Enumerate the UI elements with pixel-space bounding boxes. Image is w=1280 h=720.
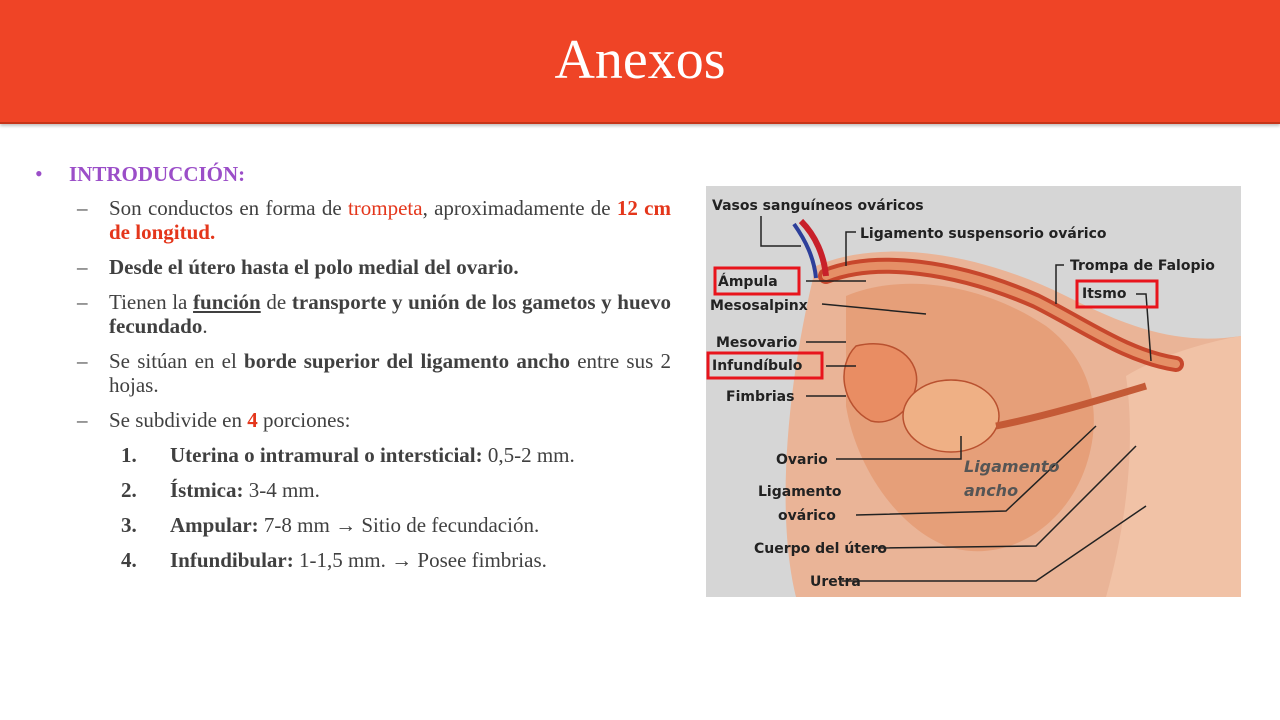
label-mesovario: Mesovario xyxy=(716,335,798,351)
portion-detail: 3-4 mm. xyxy=(243,478,320,502)
text-run: entre sus 2 hojas. xyxy=(109,349,671,397)
label-mesosalpinx: Mesosalpinx xyxy=(710,298,808,314)
text-run: porciones: xyxy=(257,408,351,432)
anatomy-illustration xyxy=(706,186,1241,597)
dash-icon: – xyxy=(77,196,88,220)
portion-1 xyxy=(35,443,671,467)
label-cuerpo-utero: Cuerpo del útero xyxy=(754,541,888,557)
length-text: 12 cm de longitud. xyxy=(109,196,671,244)
label-uretra: Uretra xyxy=(810,574,861,590)
trompeta-text: trompeta xyxy=(347,196,423,220)
slide-title: Anexos xyxy=(554,29,726,91)
label-itsmo: Itsmo xyxy=(1082,286,1127,302)
label-infundibulo: Infundíbulo xyxy=(712,358,803,374)
title-bar xyxy=(0,0,1280,124)
dash-icon: – xyxy=(77,408,88,432)
text-run: Se subdivide en xyxy=(109,408,248,432)
text-run: . xyxy=(202,314,208,338)
label-ligamento-ancho-2: ancho xyxy=(964,481,1019,500)
text-run: de xyxy=(260,290,292,314)
portion-detail: 1-1,5 mm. xyxy=(293,548,392,572)
arrow-icon: → xyxy=(391,548,413,572)
portion-number: 3. xyxy=(121,513,137,537)
intro-item-3 xyxy=(35,290,671,338)
ovary-shape xyxy=(903,380,999,452)
dash-icon: – xyxy=(77,349,88,373)
portion-3 xyxy=(35,513,671,537)
portion-name: Infundibular: xyxy=(170,548,294,572)
intro-bullet xyxy=(35,162,671,186)
text-run: Desde el útero hasta el polo medial del ovario. xyxy=(109,255,519,279)
intro-item-1 xyxy=(35,196,671,244)
portion-extra: Sitio de fecundación. xyxy=(356,513,540,537)
portion-detail: 0,5-2 mm. xyxy=(482,443,575,467)
count-text: 4 xyxy=(247,408,258,432)
label-ligamento-suspensorio: Ligamento suspensorio ovárico xyxy=(860,226,1107,242)
portion-2 xyxy=(35,478,671,502)
portion-number: 2. xyxy=(121,478,137,502)
arrow-icon: → xyxy=(335,513,357,537)
label-ampula: Ámpula xyxy=(718,274,778,290)
bullet-icon: • xyxy=(35,161,43,186)
intro-item-4 xyxy=(35,349,671,397)
text-run: transporte y unión de los gametos y huevo fecundado xyxy=(109,290,671,338)
label-ligamento-ancho-1: Ligamento xyxy=(964,457,1060,476)
portion-number: 4. xyxy=(121,548,137,572)
portion-name: Ístmica: xyxy=(170,478,244,502)
label-ligamento-ovarico-2: ovárico xyxy=(778,508,836,524)
portion-extra: Posee fimbrias. xyxy=(412,548,547,572)
intro-item-2 xyxy=(35,255,671,279)
intro-item-5 xyxy=(35,408,671,432)
dash-icon: – xyxy=(77,290,88,314)
label-ovario: Ovario xyxy=(776,452,828,468)
dash-icon: – xyxy=(77,255,88,279)
funcion-text: función xyxy=(193,290,261,314)
portion-name: Uterina o intramural o intersticial: xyxy=(170,443,483,467)
text-run: Son conductos en forma de xyxy=(109,196,348,220)
text-run: Tienen la xyxy=(109,290,194,314)
label-fimbrias: Fimbrias xyxy=(726,389,795,405)
label-ligamento-ovarico-1: Ligamento xyxy=(758,484,842,500)
label-vasos: Vasos sanguíneos ováricos xyxy=(712,198,924,214)
label-trompa: Trompa de Falopio xyxy=(1070,258,1215,274)
portion-detail: 7-8 mm xyxy=(258,513,336,537)
portion-name: Ampular: xyxy=(170,513,259,537)
fallopian-tube-diagram xyxy=(706,186,1241,597)
text-run: Se sitúan en el xyxy=(109,349,245,373)
portion-number: 1. xyxy=(121,443,137,467)
slide-content xyxy=(35,162,671,583)
text-run: , aproximadamente de xyxy=(422,196,617,220)
portion-4 xyxy=(35,548,671,572)
intro-heading: INTRODUCCIÓN: xyxy=(69,162,246,186)
text-run: borde superior del ligamento ancho xyxy=(244,349,571,373)
